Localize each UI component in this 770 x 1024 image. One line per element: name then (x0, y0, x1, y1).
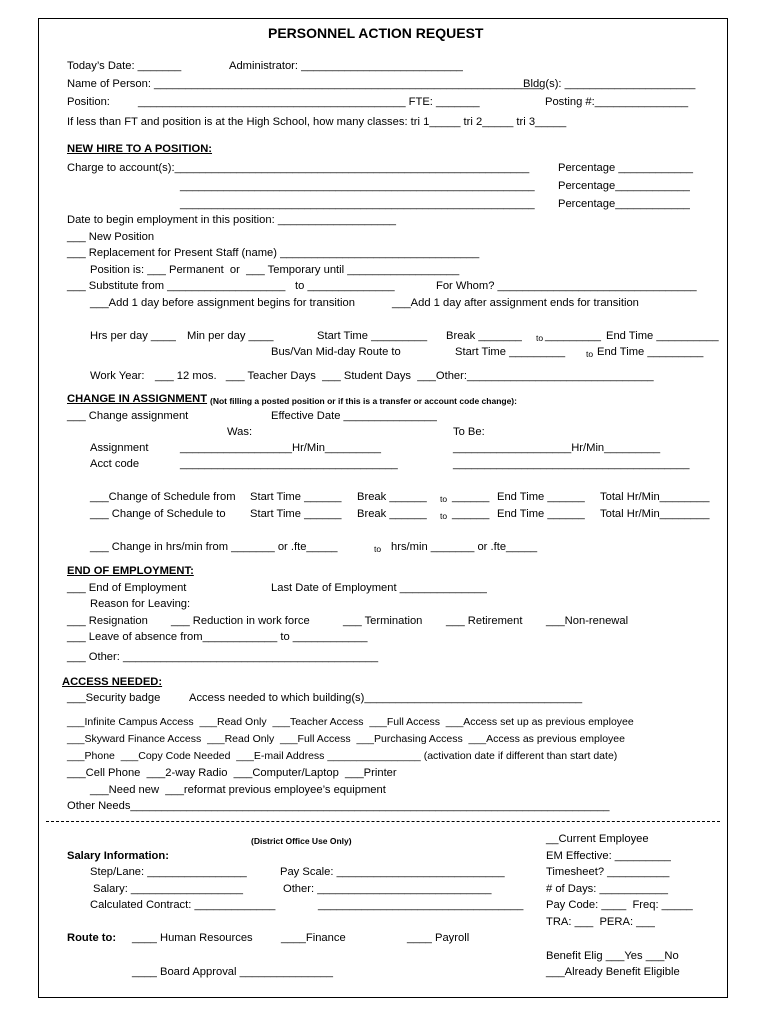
access-needed-heading: ACCESS NEEDED: (62, 676, 163, 688)
route-finance-option[interactable]: ____Finance (281, 932, 346, 944)
access-building-field[interactable]: Access needed to which building(s)___________________________________ (189, 692, 583, 704)
hrs-per-day-field[interactable]: Hrs per day ____ (90, 330, 176, 342)
board-approval-field[interactable]: ____ Board Approval _______________ (132, 966, 333, 978)
schedule-from-break-end-field[interactable]: ______ (452, 491, 490, 503)
break-field[interactable]: Break _______ (446, 330, 522, 342)
schedule-to-start-field[interactable]: Start Time ______ (250, 508, 342, 520)
equipment-row[interactable]: ___Cell Phone ___2-way Radio ___Computer/Laptop ___Printer (67, 767, 397, 779)
position-fte-field[interactable]: ___________________________________________ FTE: _______ (138, 96, 480, 108)
end-of-employment-option[interactable]: ___ End of Employment (67, 582, 187, 594)
bus-end-time-field[interactable]: End Time _________ (597, 346, 704, 358)
assignment-to-be-field[interactable]: ___________________Hr/Min_________ (453, 442, 661, 454)
end-employment-heading: END OF EMPLOYMENT: (67, 565, 194, 577)
end-time-field[interactable]: End Time __________ (606, 330, 719, 342)
security-badge-option[interactable]: ___Security badge (67, 692, 161, 704)
phone-email-row[interactable]: ___Phone ___Copy Code Needed ___E-mail Address ________________ (activation date if different than start date) (67, 750, 618, 762)
high-school-classes-field[interactable]: If less than FT and position is at the High School, how many classes: tri 1_____ tri 2_____ tri 3_____ (67, 116, 567, 128)
schedule-from-option[interactable]: ___Change of Schedule from (90, 491, 236, 503)
schedule-to-total-field[interactable]: Total Hr/Min________ (600, 508, 710, 520)
percentage-field-1[interactable]: Percentage ____________ (558, 162, 693, 174)
new-hire-heading: NEW HIRE TO A POSITION: (67, 143, 213, 155)
for-whom-field[interactable]: For Whom? ________________________________ (436, 280, 697, 292)
acct-code-to-be-field[interactable]: ______________________________________ (453, 458, 690, 470)
bus-van-route-label: Bus/Van Mid-day Route to (271, 346, 401, 358)
schedule-from-end-field[interactable]: End Time ______ (497, 491, 585, 503)
end-other-field[interactable]: ___ Other: _________________________________________ (67, 651, 379, 663)
change-hrs-from-field[interactable]: ___ Change in hrs/min from _______ or .fte_____ (90, 541, 338, 553)
calculated-contract-line[interactable]: _________________________________ (318, 899, 524, 911)
schedule-from-break-field[interactable]: Break ______ (357, 491, 427, 503)
add-day-after-option[interactable]: ___Add 1 day after assignment ends for transition (392, 297, 639, 309)
percentage-field-2[interactable]: Percentage____________ (558, 180, 690, 192)
route-to-label: Route to: (67, 932, 117, 944)
change-hrs-to-label: to (374, 544, 382, 554)
page-title: PERSONNEL ACTION REQUEST (268, 25, 484, 41)
work-year-label: Work Year: (90, 370, 145, 382)
last-date-field[interactable]: Last Date of Employment ______________ (271, 582, 487, 594)
office-other-field[interactable]: Other: ____________________________ (283, 883, 492, 895)
num-days-field[interactable]: # of Days: ___________ (546, 883, 668, 895)
skyward-finance-row[interactable]: ___Skyward Finance Access ___Read Only ___Full Access ___Purchasing Access ___Access as previous employee (67, 733, 625, 745)
change-assignment-heading: CHANGE IN ASSIGNMENT (67, 393, 208, 405)
district-office-label: (District Office Use Only) (251, 836, 352, 846)
schedule-from-to-label: to (440, 494, 448, 504)
pay-code-freq-field[interactable]: Pay Code: ____ Freq: _____ (546, 899, 693, 911)
em-effective-field[interactable]: EM Effective: _________ (546, 850, 671, 862)
step-lane-field[interactable]: Step/Lane: ________________ (90, 866, 247, 878)
already-benefit-eligible-option[interactable]: ___Already Benefit Eligible (546, 966, 680, 978)
add-day-before-option[interactable]: ___Add 1 day before assignment begins for transition (90, 297, 355, 309)
to-be-label: To Be: (453, 426, 485, 438)
termination-option[interactable]: ___ Termination (343, 615, 423, 627)
other-needs-field[interactable]: Other Needs_____________________________________________________________________________ (67, 800, 610, 812)
salary-information-label: Salary Information: (67, 850, 169, 862)
effective-date-field[interactable]: Effective Date _______________ (271, 410, 437, 422)
reason-for-leaving-label: Reason for Leaving: (90, 598, 191, 610)
cut-line-divider (46, 821, 720, 822)
assignment-label: Assignment (90, 442, 149, 454)
administrator-field[interactable]: Administrator: __________________________ (229, 60, 463, 72)
change-assignment-option[interactable]: ___ Change assignment (67, 410, 189, 422)
substitute-to-field[interactable]: to ______________ (295, 280, 395, 292)
timesheet-field[interactable]: Timesheet? __________ (546, 866, 670, 878)
break-to-label: to (536, 333, 544, 343)
todays-date-field[interactable]: Today’s Date: _______ (67, 60, 182, 72)
buildings-field[interactable]: Bldg(s): _____________________ (523, 78, 696, 90)
infinite-campus-row[interactable]: ___Infinite Campus Access ___Read Only ___Teacher Access ___Full Access ___Access set up as previous employee (67, 716, 634, 728)
tra-pera-field[interactable]: TRA: ___ PERA: ___ (546, 916, 655, 928)
acct-code-label: Acct code (90, 458, 140, 470)
was-label: Was: (227, 426, 253, 438)
schedule-to-break-field[interactable]: Break ______ (357, 508, 427, 520)
need-new-row[interactable]: ___Need new ___reformat previous employee’s equipment (90, 784, 386, 796)
salary-field[interactable]: Salary: __________________ (93, 883, 243, 895)
schedule-to-option[interactable]: ___ Change of Schedule to (90, 508, 226, 520)
replacement-option[interactable]: ___ Replacement for Present Staff (name) ________________________________ (67, 247, 480, 259)
name-of-person-field[interactable]: Name of Person: ______________________________________________________________ (67, 78, 540, 90)
calculated-contract-field[interactable]: Calculated Contract: _____________ (90, 899, 276, 911)
break-end-field[interactable]: _________ (545, 330, 601, 342)
new-position-option[interactable]: ___ New Position (67, 231, 155, 243)
charge-account-line-2[interactable]: _________________________________________________________ (180, 180, 535, 192)
benefit-eligible-field[interactable]: Benefit Elig ___Yes ___No (546, 950, 679, 962)
change-assignment-note: (Not filling a posted position or if this is a transfer or account code change): (210, 396, 517, 406)
position-label: Position: (67, 96, 110, 108)
start-time-field[interactable]: Start Time _________ (317, 330, 428, 342)
bus-start-time-field[interactable]: Start Time _________ (455, 346, 566, 358)
non-renewal-option[interactable]: ___Non-renewal (546, 615, 629, 627)
reduction-option[interactable]: ___ Reduction in work force (171, 615, 310, 627)
min-per-day-field[interactable]: Min per day ____ (187, 330, 274, 342)
retirement-option[interactable]: ___ Retirement (446, 615, 523, 627)
work-year-options[interactable]: ___ 12 mos. ___ Teacher Days ___ Student Days ___Other:______________________________ (155, 370, 654, 382)
current-employee-option[interactable]: __Current Employee (546, 833, 649, 845)
route-human-resources-option[interactable]: ____ Human Resources (132, 932, 253, 944)
schedule-from-total-field[interactable]: Total Hr/Min________ (600, 491, 710, 503)
schedule-to-break-end-field[interactable]: ______ (452, 508, 490, 520)
schedule-to-end-field[interactable]: End Time ______ (497, 508, 585, 520)
percentage-field-3[interactable]: Percentage____________ (558, 198, 690, 210)
acct-code-was-field[interactable]: ___________________________________ (180, 458, 398, 470)
date-begin-employment-field[interactable]: Date to begin employment in this position: ___________________ (67, 214, 397, 226)
resignation-option[interactable]: ___ Resignation (67, 615, 148, 627)
schedule-from-start-field[interactable]: Start Time ______ (250, 491, 342, 503)
change-hrs-to-field[interactable]: hrs/min _______ or .fte_____ (391, 541, 538, 553)
route-payroll-option[interactable]: ____ Payroll (407, 932, 470, 944)
pay-scale-field[interactable]: Pay Scale: ___________________________ (280, 866, 505, 878)
assignment-was-field[interactable]: __________________Hr/Min_________ (180, 442, 381, 454)
position-is-option[interactable]: Position is: ___ Permanent or ___ Temporary until __________________ (90, 264, 460, 276)
bus-to-label: to (586, 349, 594, 359)
charge-account-line-3[interactable]: _________________________________________________________ (180, 198, 535, 210)
charge-to-account-field[interactable]: Charge to account(s):_________________________________________________________ (67, 162, 530, 174)
posting-number-field[interactable]: Posting #:_______________ (545, 96, 689, 108)
leave-of-absence-field[interactable]: ___ Leave of absence from____________ to ____________ (67, 631, 368, 643)
substitute-option[interactable]: ___ Substitute from ___________________ (67, 280, 286, 292)
schedule-to-to-label: to (440, 511, 448, 521)
